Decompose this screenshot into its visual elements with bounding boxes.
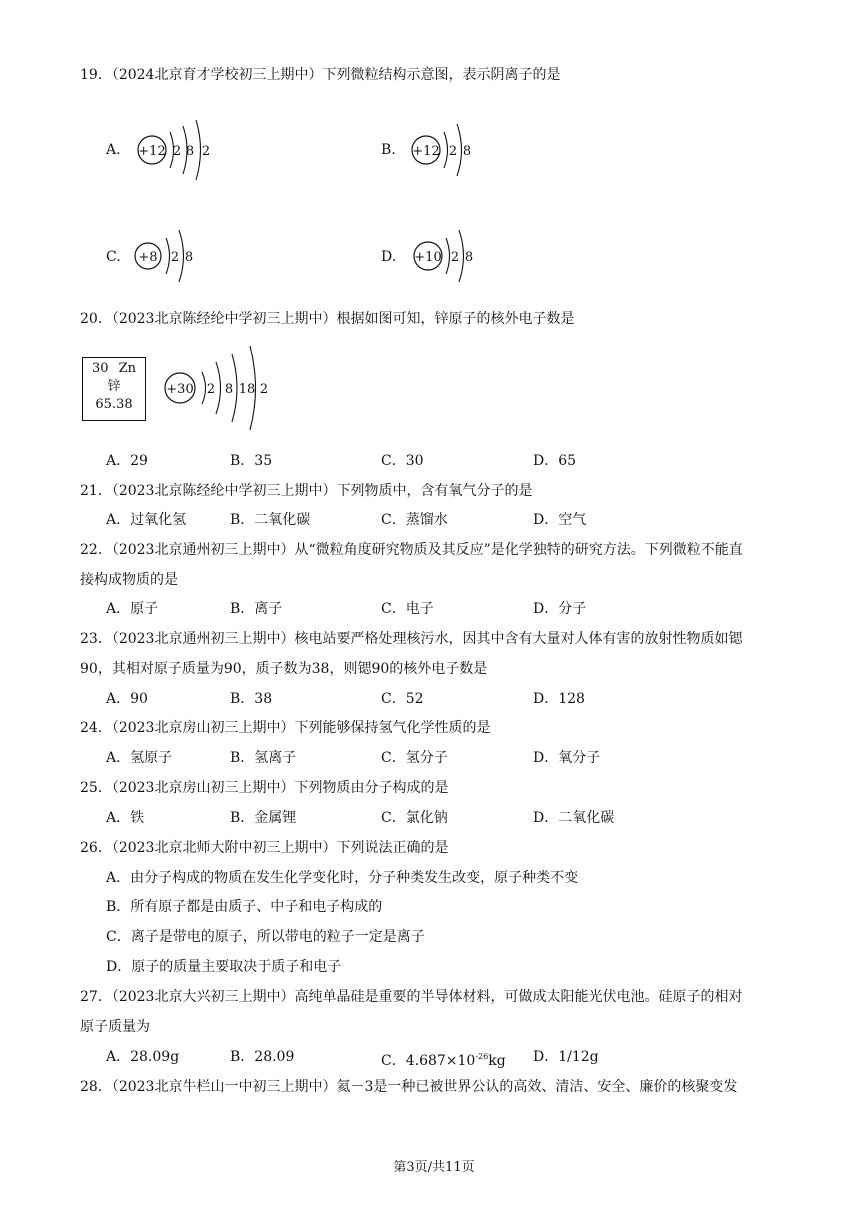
q23-option-d[interactable]: D．128: [533, 691, 585, 707]
element-card-zinc: [82, 357, 146, 421]
q19-option-b-label: B.: [381, 142, 396, 158]
question-23-stem-line2: 90，其相对原子质量为90，质子数为38，则锶90的核外电子数是: [80, 661, 488, 677]
q19-b-shell-2: 8: [462, 144, 472, 159]
question-24-stem: 24．（2023北京房山初三上期中）下列能够保持氢气化学性质的是: [80, 720, 491, 736]
q26-option-c[interactable]: C．离子是带电的原子，所以带电的粒子一定是离子: [106, 929, 425, 945]
q19-a-nucleus: +12: [138, 144, 166, 159]
q24-option-c[interactable]: C．氢分子: [381, 750, 448, 766]
q19-d-shell-2: 8: [464, 250, 474, 265]
zinc-shell-1: 2: [206, 382, 216, 397]
q21-option-c[interactable]: C．蒸馏水: [381, 512, 448, 528]
q24-option-d[interactable]: D．氧分子: [533, 750, 601, 766]
question-26-stem: 26．（2023北京北师大附中初三上期中）下列说法正确的是: [80, 840, 449, 856]
question-22-stem-line2: 接构成物质的是: [80, 572, 178, 588]
q19-option-c-diagram: [130, 226, 220, 286]
question-19-stem: 19．（2024北京育才学校初三上期中）下列微粒结构示意图，表示阴离子的是: [80, 67, 561, 83]
q21-option-d[interactable]: D．空气: [533, 512, 587, 528]
q19-b-nucleus: +12: [412, 144, 440, 159]
q19-c-nucleus: +8: [138, 250, 158, 265]
zinc-shell-4: 2: [259, 382, 269, 397]
element-atomic-number: 30: [92, 361, 109, 376]
q24-option-a[interactable]: A．氢原子: [106, 750, 173, 766]
zinc-atom-structure-diagram: [162, 346, 272, 430]
element-symbol: Zn: [118, 361, 136, 376]
q25-option-c[interactable]: C．氯化钠: [381, 810, 448, 826]
q19-d-nucleus: +10: [414, 250, 442, 265]
q20-option-b[interactable]: B．35: [230, 453, 273, 469]
q22-option-c[interactable]: C．电子: [381, 601, 434, 617]
question-28-stem-line1: 28．（2023北京牛栏山一中初三上期中）氦－3是一种已被世界公认的高效、清洁、安全、廉价的核聚变发: [80, 1079, 738, 1095]
q19-b-shell-1: 2: [448, 144, 458, 159]
q26-option-d[interactable]: D．原子的质量主要取决于质子和电子: [106, 959, 342, 975]
question-25-stem: 25．（2023北京房山初三上期中）下列物质由分子构成的是: [80, 780, 449, 796]
q19-c-shell-1: 2: [170, 250, 180, 265]
q20-option-d[interactable]: D．65: [533, 453, 577, 469]
zinc-shell-3: 18: [238, 382, 256, 397]
q23-option-b[interactable]: B．38: [230, 691, 273, 707]
q22-option-d[interactable]: D．分子: [533, 601, 587, 617]
q19-a-shell-2: 8: [185, 144, 195, 159]
q27-option-c-base: C．4.687×10: [381, 1053, 476, 1069]
q27-option-c[interactable]: [381, 1048, 506, 1070]
q19-option-d-label: D.: [381, 249, 397, 265]
q19-option-c-label: C.: [106, 249, 121, 265]
q25-option-b[interactable]: B．金属锂: [230, 810, 297, 826]
q23-option-a[interactable]: A．90: [106, 691, 148, 707]
zinc-shell-2: 8: [224, 382, 234, 397]
q26-option-b[interactable]: B．所有原子都是由质子、中子和电子构成的: [106, 899, 383, 915]
q27-option-a[interactable]: A．28.09g: [106, 1049, 180, 1065]
question-20-stem: 20．（2023北京陈经纶中学初三上期中）根据如图可知，锌原子的核外电子数是: [80, 311, 575, 327]
q22-option-b[interactable]: B．离子: [230, 601, 283, 617]
q27-option-c-unit: kg: [488, 1053, 506, 1069]
q25-option-a[interactable]: A．铁: [106, 810, 145, 826]
q19-d-shell-1: 2: [450, 250, 460, 265]
q19-a-shell-1: 2: [172, 144, 182, 159]
q19-option-a-label: A.: [106, 142, 121, 158]
q19-option-a-diagram: [130, 120, 230, 180]
question-22-stem-line1: 22．（2023北京通州初三上期中）从“微粒角度研究物质及其反应”是化学独特的研究方法。下列微粒不能直: [80, 542, 743, 558]
question-23-stem-line1: 23．（2023北京通州初三上期中）核电站要严格处理核污水，因其中含有大量对人体有害的放射性物质如锶: [80, 631, 743, 647]
element-name: 锌: [107, 379, 121, 394]
q27-option-b[interactable]: B．28.09: [230, 1049, 295, 1065]
q27-option-d[interactable]: D．1/12g: [533, 1049, 599, 1065]
q20-option-a[interactable]: A．29: [106, 453, 148, 469]
q27-option-c-exponent: -26: [475, 1052, 489, 1061]
element-mass: 65.38: [95, 397, 133, 412]
question-27-stem-line1: 27．（2023北京大兴初三上期中）高纯单晶硅是重要的半导体材料，可做成太阳能光伏电池。硅原子的相对: [80, 989, 743, 1005]
q19-option-d-diagram: [406, 226, 496, 286]
q20-option-c[interactable]: C．30: [381, 453, 424, 469]
q21-option-b[interactable]: B．二氧化碳: [230, 512, 311, 528]
zinc-nucleus: +30: [166, 382, 194, 397]
q19-option-b-diagram: [404, 120, 494, 180]
q25-option-d[interactable]: D．二氧化碳: [533, 810, 615, 826]
question-21-stem: 21．（2023北京陈经纶中学初三上期中）下列物质中，含有氧气分子的是: [80, 483, 533, 499]
q22-option-a[interactable]: A．原子: [106, 601, 159, 617]
question-27-stem-line2: 原子质量为: [80, 1019, 150, 1035]
q19-c-shell-2: 8: [184, 250, 194, 265]
q26-option-a[interactable]: A．由分子构成的物质在发生化学变化时，分子种类发生改变，原子种类不变: [106, 870, 579, 886]
page-footer: 第3页/共11页: [393, 1160, 475, 1175]
q19-a-shell-3: 2: [201, 144, 211, 159]
q21-option-a[interactable]: A．过氧化氢: [106, 512, 187, 528]
q24-option-b[interactable]: B．氢离子: [230, 750, 297, 766]
q23-option-c[interactable]: C．52: [381, 691, 424, 707]
